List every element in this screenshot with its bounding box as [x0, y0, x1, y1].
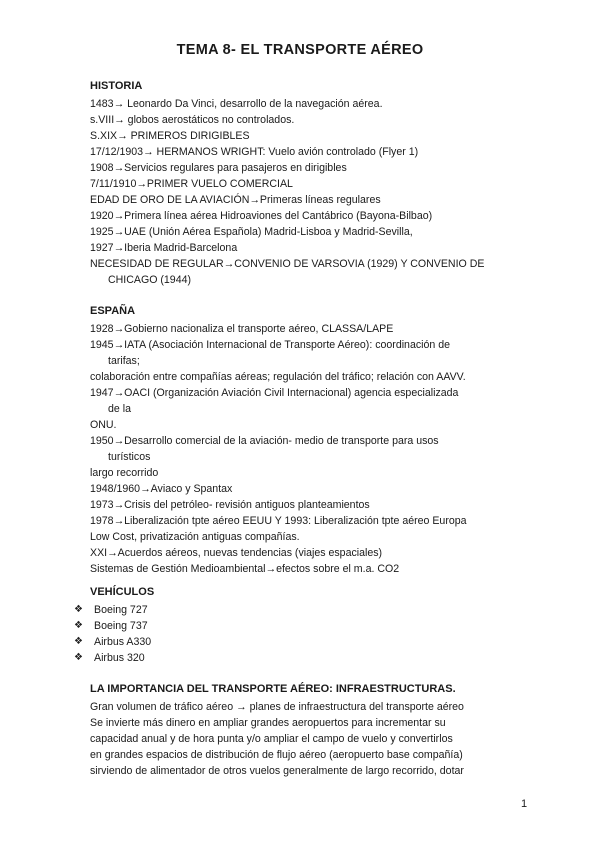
vehiculos-list: [74, 602, 530, 666]
espana-line-continuation: tarifas;: [108, 355, 140, 367]
espana-line-continuation: turísticos: [108, 451, 151, 463]
historia-line: NECESIDAD DE REGULAR→CONVENIO DE VARSOVIA (1929) Y CONVENIO DE: [90, 258, 485, 270]
diamond-bullet-icon: ❖: [74, 604, 83, 615]
vehiculos-heading: VEHÍCULOS: [90, 586, 155, 598]
historia-line: 1920→Primera línea aérea Hidroaviones del Cantábrico (Bayona-Bilbao): [90, 210, 433, 222]
infra-line: Gran volumen de tráfico aéreo → planes de infraestructura del transporte aéreo: [90, 701, 464, 713]
page-title: TEMA 8- EL TRANSPORTE AÉREO: [176, 42, 424, 58]
espana-heading: ESPAÑA: [90, 305, 136, 317]
historia-line: 17/12/1903→ HERMANOS WRIGHT: Vuelo avión controlado (Flyer 1): [90, 146, 419, 158]
diamond-bullet-icon: ❖: [74, 620, 83, 631]
infra-line: en grandes espacios de distribución de flujo aéreo (aeropuerto base compañía): [90, 749, 463, 761]
historia-line: 1927→Iberia Madrid-Barcelona: [90, 242, 238, 254]
page-number: 1: [521, 798, 528, 810]
espana-line: 1948/1960→Aviaco y Spantax: [90, 483, 233, 495]
espana-line: largo recorrido: [90, 467, 159, 479]
espana-line: 1945→IATA (Asociación Internacional de Transporte Aéreo): coordinación de: [90, 339, 451, 351]
historia-line: EDAD DE ORO DE LA AVIACIÓN→Primeras líneas regulares: [90, 194, 381, 206]
historia-line-continuation: CHICAGO (1944): [108, 274, 192, 286]
list-item: ❖ Airbus 320: [74, 652, 145, 664]
infra-line: sirviendo de alimentador de otros vuelos generalmente de largo recorrido, dotar: [90, 765, 464, 777]
espana-line: XXI→Acuerdos aéreos, nuevas tendencias (viajes espaciales): [90, 547, 383, 559]
historia-line: 1908→Servicios regulares para pasajeros en dirigibles: [90, 162, 347, 174]
diamond-bullet-icon: ❖: [74, 636, 83, 647]
historia-heading: HISTORIA: [90, 80, 143, 92]
infra-line: capacidad anual y de hora punta y/o ampliar el campo de vuelo y convertirlos: [90, 733, 453, 745]
diamond-bullet-icon: ❖: [74, 652, 83, 663]
list-item: ❖ Airbus A330: [74, 636, 152, 648]
historia-line: 7/11/1910→PRIMER VUELO COMERCIAL: [90, 178, 293, 190]
document-body: [74, 79, 530, 779]
espana-line-continuation: de la: [108, 403, 131, 415]
historia-line: 1925→UAE (Unión Aérea Española) Madrid-Lisboa y Madrid-Sevilla,: [90, 226, 413, 238]
historia-line: S.XIX→ PRIMEROS DIRIGIBLES: [90, 130, 250, 142]
espana-line: colaboración entre compañías aéreas; regulación del tráfico; relación con AAVV.: [90, 371, 466, 383]
historia-line: s.VIII→ globos aerostáticos no controlados.: [90, 114, 295, 126]
infraestructuras-heading: LA IMPORTANCIA DEL TRANSPORTE AÉREO: INFRAESTRUCTURAS.: [90, 683, 456, 695]
historia-line: 1483→ Leonardo Da Vinci, desarrollo de la navegación aérea.: [90, 98, 383, 110]
espana-line: 1950→Desarrollo comercial de la aviación- medio de transporte para usos: [90, 435, 439, 447]
espana-line: ONU.: [90, 419, 117, 431]
list-item: ❖ Boeing 727: [74, 604, 148, 616]
espana-line: 1947→OACI (Organización Aviación Civil Internacional) agencia especializada: [90, 387, 459, 399]
infra-line: Se invierte más dinero en ampliar grandes aeropuertos para incrementar su: [90, 717, 446, 729]
espana-line: 1928→Gobierno nacionaliza el transporte aéreo, CLASSA/LAPE: [90, 323, 394, 335]
list-item: ❖ Boeing 737: [74, 620, 148, 632]
espana-line: Low Cost, privatización antiguas compañías.: [90, 531, 300, 543]
espana-line: Sistemas de Gestión Medioambiental→efectos sobre el m.a. CO2: [90, 563, 400, 575]
espana-line: 1973→Crisis del petróleo- revisión antiguos planteamientos: [90, 499, 370, 511]
espana-line: 1978→Liberalización tpte aéreo EEUU Y 1993: Liberalización tpte aéreo Europa: [90, 515, 467, 527]
